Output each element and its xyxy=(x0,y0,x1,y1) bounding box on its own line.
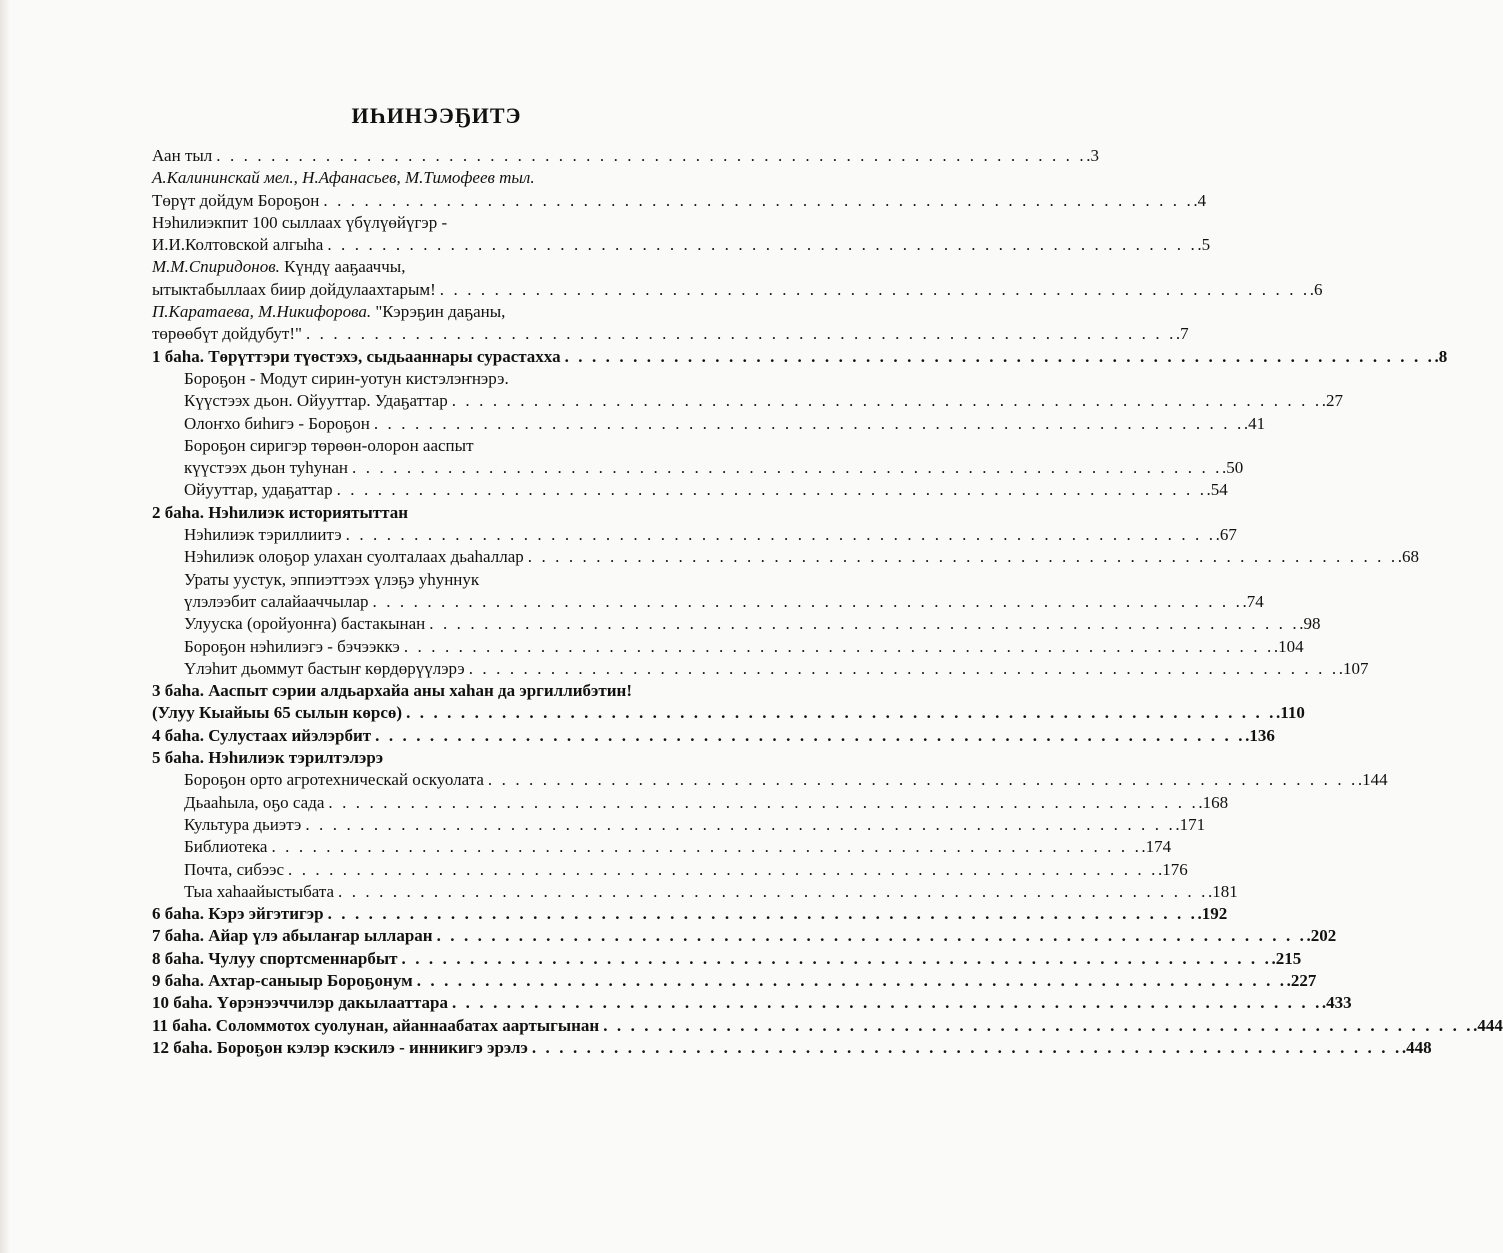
toc-entry-title: Бороҕон нэһилиэгэ - бэчээккэ xyxy=(184,636,400,656)
toc-entry-text xyxy=(184,859,284,881)
toc-entry xyxy=(152,925,1337,947)
toc-entry xyxy=(152,256,712,278)
toc-entry-text xyxy=(152,323,302,345)
toc-entry-text xyxy=(184,546,524,568)
toc-entry-text xyxy=(184,436,474,455)
toc-entry-title: 2 баһа. Нэһилиэк историятыттан xyxy=(152,502,408,522)
dot-leader: . . . . . . . . . . . . . . . . . . . . . . . . . . . . . . . . . . . . . . . . . . . . . . . . . . . . . . . . . . . . . . . . xyxy=(305,324,1176,344)
toc-entry-page-number: .136 xyxy=(1245,725,1275,745)
toc-entry xyxy=(152,413,1266,435)
toc-entry-text xyxy=(184,658,465,680)
toc-entry-title: Нэһилиэк олоҕор улахан суолталаах дьаһаллар xyxy=(184,547,524,567)
toc-entry-title: 11 баһа. Соломмотох суолунан, айаннаабатах аартыгынан xyxy=(152,1015,600,1035)
toc-entry xyxy=(152,346,1448,368)
toc-entry xyxy=(152,680,712,702)
toc-entry-title: 10 баһа. Үөрэнээччилэр дакылааттара xyxy=(152,993,448,1013)
toc-entry-text xyxy=(152,145,212,167)
dot-leader: . . . . . . . . . . . . . . . . . . . . . . . . . . . . . . . . . . . . . . . . . . . . . . . . . . . . . . . . . . . . . . . . xyxy=(468,658,1339,678)
dot-leader: . . . . . . . . . . . . . . . . . . . . . . . . . . . . . . . . . . . . . . . . . . . . . . . . . . . . . . . . . . . . . . . . xyxy=(345,525,1216,545)
toc-entry-text xyxy=(152,302,505,321)
toc-entry xyxy=(152,591,1264,613)
toc-entry xyxy=(152,725,1275,747)
toc-entry xyxy=(152,569,712,591)
toc-entry-title: Олоҥхо биһигэ - Бороҕон xyxy=(184,413,370,433)
dot-leader: . . . . . . . . . . . . . . . . . . . . . . . . . . . . . . . . . . . . . . . . . . . . . . . . . . . . . . . . . . . . . . . . xyxy=(401,948,1272,968)
toc-entry-page-number: .215 xyxy=(1271,948,1302,968)
toc-entry xyxy=(152,613,1321,635)
toc-entry-text xyxy=(152,992,448,1014)
toc-entry-title: үлэлээбит салайааччылар xyxy=(184,591,369,611)
dot-leader: . . . . . . . . . . . . . . . . . . . . . . . . . . . . . . . . . . . . . . . . . . . . . . . . . . . . . . . . . . . . . . . . xyxy=(451,391,1322,411)
toc-entry-text xyxy=(184,769,484,791)
toc-entry-text xyxy=(184,591,369,613)
toc-entry xyxy=(152,479,1228,501)
toc-entry xyxy=(152,390,1343,412)
toc-entry-author: П.Каратаева, М.Никифорова. xyxy=(152,302,372,322)
toc-entry-title: 4 баһа. Сулустаах ийэлэрбит xyxy=(152,725,372,745)
toc-entry xyxy=(152,457,1244,479)
dot-leader: . . . . . . . . . . . . . . . . . . . . . . . . . . . . . . . . . . . . . . . . . . . . . . . . . . . . . . . . . . . . . . . . xyxy=(328,792,1199,812)
toc-entry xyxy=(152,859,1188,881)
dot-leader: . . . . . . . . . . . . . . . . . . . . . . . . . . . . . . . . . . . . . . . . . . . . . . . . . . . . . . . . . . . . . . . . xyxy=(527,547,1398,567)
toc-entry xyxy=(152,747,712,769)
toc-entry-title: "Кэрэҕин даҕаны, xyxy=(371,302,506,322)
toc-entry-page-number: .144 xyxy=(1357,770,1388,790)
toc-entry xyxy=(152,636,1304,658)
toc-entry-page-number: .433 xyxy=(1321,993,1352,1013)
toc-entry xyxy=(152,836,1172,858)
toc-entry-title: Үлэһит дьоммут бастыҥ көрдөрүүлэрэ xyxy=(184,658,465,678)
dot-leader: . . . . . . . . . . . . . . . . . . . . . . . . . . . . . . . . . . . . . . . . . . . . . . . . . . . . . . . . . . . . . . . . xyxy=(403,636,1274,656)
toc-entry-text xyxy=(184,369,509,388)
dot-leader: . . . . . . . . . . . . . . . . . . . . . . . . . . . . . . . . . . . . . . . . . . . . . . . . . . . . . . . . . . . . . . . . xyxy=(531,1037,1402,1057)
toc-entry xyxy=(152,212,712,234)
toc-entry-title: Төрүт дойдум Бороҕон xyxy=(152,190,320,210)
toc-entry-text xyxy=(152,1037,528,1059)
toc-entry-text xyxy=(152,503,408,522)
table-of-contents xyxy=(152,145,1503,1059)
toc-entry xyxy=(152,948,1302,970)
toc-entry-title: Бороҕон орто агротехническай оскуолата xyxy=(184,770,484,790)
toc-entry-text xyxy=(152,257,405,276)
toc-entry-text xyxy=(152,948,398,970)
toc-entry-text xyxy=(152,1015,599,1037)
toc-entry xyxy=(152,435,712,457)
dot-leader: . . . . . . . . . . . . . . . . . . . . . . . . . . . . . . . . . . . . . . . . . . . . . . . . . . . . . . . . . . . . . . . . xyxy=(375,725,1246,745)
toc-entry-page-number: .104 xyxy=(1273,636,1304,656)
toc-entry-title: 1 баһа. Төрүттэри түөстэхэ, сыдьааннары сурастахха xyxy=(152,346,561,366)
toc-entry xyxy=(152,903,1228,925)
dot-leader: . . . . . . . . . . . . . . . . . . . . . . . . . . . . . . . . . . . . . . . . . . . . . . . . . . . . . . . . . . . . . . . . xyxy=(352,458,1222,478)
toc-entry-text xyxy=(152,190,319,212)
toc-entry-title: Аан тыл xyxy=(152,146,213,165)
toc-entry-text xyxy=(152,168,535,187)
toc-entry-text xyxy=(152,925,433,947)
dot-leader: . . . . . . . . . . . . . . . . . . . . . . . . . . . . . . . . . . . . . . . . . . . . . . . . . . . . . . . . . . . . . . . . xyxy=(338,881,1208,901)
dot-leader: . . . . . . . . . . . . . . . . . . . . . . . . . . . . . . . . . . . . . . . . . . . . . . . . . . . . . . . . . . . . . . . . xyxy=(373,413,1244,433)
toc-entry-page-number: .74 xyxy=(1242,591,1264,611)
toc-entry-title: 6 баһа. Кэрэ эйгэтигэр xyxy=(152,904,324,924)
toc-entry-title: (Улуу Кыайыы 65 сылын көрсө) xyxy=(152,703,403,723)
toc-entry xyxy=(152,234,1211,256)
toc-entry xyxy=(152,769,1388,791)
dot-leader: . . . . . . . . . . . . . . . . . . . . . . . . . . . . . . . . . . . . . . . . . . . . . . . . . . . . . . . . . . . . . . . . xyxy=(271,837,1142,857)
toc-entry xyxy=(152,524,1237,546)
toc-entry-text xyxy=(184,792,324,814)
toc-entry xyxy=(152,881,1238,903)
toc-entry-page-number: .7 xyxy=(1175,324,1189,344)
page-edge xyxy=(0,0,10,1253)
toc-entry-page-number: .181 xyxy=(1207,881,1238,901)
toc-entry-title: 9 баһа. Ахтар-саныыр Бороҕонум xyxy=(152,970,413,990)
toc-entry-title: Культура дьиэтэ xyxy=(184,814,302,834)
toc-entry-title: Нэһилиэк тэриллиитэ xyxy=(184,525,342,545)
toc-entry-text xyxy=(152,279,436,301)
dot-leader: . . . . . . . . . . . . . . . . . . . . . . . . . . . . . . . . . . . . . . . . . . . . . . . . . . . . . . . . . . . . . . . . xyxy=(406,703,1277,723)
toc-entry xyxy=(152,301,712,323)
dot-leader: . . . . . . . . . . . . . . . . . . . . . . . . . . . . . . . . . . . . . . . . . . . . . . . . . . . . . . . . . . . . . . . . xyxy=(288,859,1158,879)
toc-entry-text xyxy=(152,725,371,747)
toc-entry-author: А.Калининскай мел., Н.Афанасьев, М.Тимофеев тыл. xyxy=(152,168,535,188)
dot-leader: . . . . . . . . . . . . . . . . . . . . . . . . . . . . . . . . . . . . . . . . . . . . . . . . . . . . . . . . . . . . . . . . xyxy=(323,190,1194,210)
dot-leader: . . . . . . . . . . . . . . . . . . . . . . . . . . . . . . . . . . . . . . . . . . . . . . . . . . . . . . . . . . . . . . . . xyxy=(336,480,1207,500)
toc-entry xyxy=(152,145,1099,167)
toc-entry xyxy=(152,190,1207,212)
toc-entry xyxy=(152,167,712,189)
toc-entry-page-number: .171 xyxy=(1175,814,1206,834)
toc-entry-text xyxy=(184,636,400,658)
toc-entry-page-number: .68 xyxy=(1397,547,1419,567)
dot-leader: . . . . . . . . . . . . . . . . . . . . . . . . . . . . . . . . . . . . . . . . . . . . . . . . . . . . . . . . . . . . . . . . xyxy=(327,904,1198,924)
dot-leader: . . . . . . . . . . . . . . . . . . . . . . . . . . . . . . . . . . . . . . . . . . . . . . . . . . . . . . . . . . . . . . . . xyxy=(372,591,1243,611)
toc-entry-title: Ураты уустук, эппиэттээх үлэҕэ уһуннук xyxy=(184,569,480,589)
toc-entry xyxy=(152,279,1323,301)
toc-entry-text xyxy=(184,613,425,635)
dot-leader: . . . . . . . . . . . . . . . . . . . . . . . . . . . . . . . . . . . . . . . . . . . . . . . . . . . . . . . . . . . . . . . . xyxy=(603,1015,1474,1035)
toc-entry-text xyxy=(184,881,334,903)
toc-entry-title: Почта, сибээс xyxy=(184,859,284,879)
toc-entry-title: 8 баһа. Чулуу спортсменнарбыт xyxy=(152,948,398,968)
toc-entry-title: Күүстээх дьон. Ойууттар. Удаҕаттар xyxy=(184,391,448,411)
toc-entry-title: 3 баһа. Ааспыт сэрии алдьархайа аны хаһан да эргиллибэтин! xyxy=(152,681,632,701)
toc-entry-title: Бороҕон сиригэр төрөөн-олорон ааспыт xyxy=(184,435,474,455)
toc-entry-text xyxy=(152,903,324,925)
page-title: ИҺИНЭЭҔИТЭ xyxy=(351,103,522,128)
toc-entry xyxy=(152,546,1419,568)
toc-entry-page-number: .444 xyxy=(1473,1015,1503,1035)
toc-entry-author: М.М.Спиридонов. xyxy=(152,257,280,277)
toc-entry-page-number: .67 xyxy=(1215,525,1237,545)
toc-entry xyxy=(152,1037,1432,1059)
toc-entry-text xyxy=(152,681,632,700)
dot-leader: . . . . . . . . . . . . . . . . . . . . . . . . . . . . . . . . . . . . . . . . . . . . . . . . . . . . . . . . . . . . . . . . xyxy=(487,770,1358,790)
dot-leader: . . . . . . . . . . . . . . . . . . . . . . . . . . . . . . . . . . . . . . . . . . . . . . . . . . . . . . . . . . . . . . . . xyxy=(305,814,1176,834)
toc-entry xyxy=(152,970,1317,992)
toc-entry-text xyxy=(184,479,333,501)
toc-entry-text xyxy=(152,346,561,368)
dot-leader: . . . . . . . . . . . . . . . . . . . . . . . . . . . . . . . . . . . . . . . . . . . . . . . . . . . . . . . . . . . . . . . . xyxy=(429,614,1300,634)
toc-entry xyxy=(152,368,712,390)
dot-leader: . . . . . . . . . . . . . . . . . . . . . . . . . . . . . . . . . . . . . . . . . . . . . . . . . . . . . . . . . . . . . . . . xyxy=(327,235,1198,255)
dot-leader: . . . . . . . . . . . . . . . . . . . . . . . . . . . . . . . . . . . . . . . . . . . . . . . . . . . . . . . . . . . . . . . . xyxy=(436,926,1307,946)
toc-entry xyxy=(152,702,1305,724)
dot-leader: . . . . . . . . . . . . . . . . . . . . . . . . . . . . . . . . . . . . . . . . . . . . . . . . . . . . . . . . . . . . . . . . xyxy=(564,346,1435,366)
toc-entry-page-number: .41 xyxy=(1243,413,1266,433)
toc-entry-text xyxy=(184,413,370,435)
toc-entry-page-number: .174 xyxy=(1141,837,1172,857)
toc-entry xyxy=(152,658,1369,680)
toc-entry-text xyxy=(184,524,342,546)
toc-entry-title: Библиотека xyxy=(184,837,268,857)
toc-entry-text xyxy=(184,390,448,412)
toc-entry-title: Күндү ааҕааччы, xyxy=(279,257,406,277)
toc-entry-title: 7 баһа. Айар үлэ абылаҥар ылларан xyxy=(152,926,433,946)
toc-entry xyxy=(152,1015,1503,1037)
toc-entry xyxy=(152,323,1189,345)
toc-entry-page-number: .27 xyxy=(1321,391,1343,411)
toc-entry-page-number: .4 xyxy=(1193,190,1207,210)
toc-entry-text xyxy=(184,814,301,836)
toc-entry-text xyxy=(184,836,267,858)
toc-entry-title: Нэһилиэкпит 100 сыллаах үбүлүөйүгэр - xyxy=(152,212,448,232)
dot-leader: . . . . . . . . . . . . . . . . . . . . . . . . . . . . . . . . . . . . . . . . . . . . . . . . . . . . . . . . . . . . . . . . xyxy=(216,146,1087,165)
toc-entry-page-number: .448 xyxy=(1401,1037,1432,1057)
toc-entry-title: күүстээх дьон туһунан xyxy=(184,458,349,478)
toc-entry-title: Бороҕон - Модут сирин-уотун кистэлэҥнэрэ. xyxy=(184,368,509,388)
toc-entry-page-number: .227 xyxy=(1286,970,1317,990)
toc-entry-page-number: .107 xyxy=(1338,658,1369,678)
toc-entry-text xyxy=(184,570,479,589)
toc-entry-page-number: .110 xyxy=(1276,703,1305,723)
toc-entry-page-number: .50 xyxy=(1222,458,1244,478)
toc-entry-title: төрөөбүт дойдубут!" xyxy=(152,324,302,344)
toc-entry-text xyxy=(152,234,323,256)
toc-entry-title: Дьааһыла, оҕо сада xyxy=(184,792,325,812)
toc-entry-page-number: .5 xyxy=(1197,235,1211,255)
toc-entry-title: И.И.Колтовской алгыһа xyxy=(152,235,324,255)
toc-entry-page-number: .3 xyxy=(1086,146,1099,165)
toc-entry-page-number: .6 xyxy=(1309,279,1323,299)
toc-entry xyxy=(152,814,1206,836)
toc-entry-title: 5 баһа. Нэһилиэк тэрилтэлэрэ xyxy=(152,748,384,768)
toc-entry-text xyxy=(152,702,402,724)
toc-entry-page-number: .54 xyxy=(1206,480,1228,500)
toc-entry-title: 12 баһа. Бороҕон кэлэр кэскилэ - инникигэ эрэлэ xyxy=(152,1037,528,1057)
toc-entry-page-number: .176 xyxy=(1157,859,1188,879)
dot-leader: . . . . . . . . . . . . . . . . . . . . . . . . . . . . . . . . . . . . . . . . . . . . . . . . . . . . . . . . . . . . . . . . xyxy=(416,970,1287,990)
toc-entry xyxy=(152,992,1352,1014)
dot-leader: . . . . . . . . . . . . . . . . . . . . . . . . . . . . . . . . . . . . . . . . . . . . . . . . . . . . . . . . . . . . . . . . xyxy=(451,993,1322,1013)
toc-entry-text xyxy=(152,748,383,767)
toc-entry-page-number: .168 xyxy=(1198,792,1229,812)
toc-entry-page-number: .98 xyxy=(1299,614,1321,634)
toc-entry xyxy=(152,502,712,524)
dot-leader: . . . . . . . . . . . . . . . . . . . . . . . . . . . . . . . . . . . . . . . . . . . . . . . . . . . . . . . . . . . . . . . . xyxy=(439,279,1310,299)
toc-entry-text xyxy=(152,213,447,232)
toc-entry-text xyxy=(152,970,413,992)
toc-entry-title: Ойууттар, удаҕаттар xyxy=(184,480,333,500)
toc-entry-title: ытыктабыллаах биир дойдулаахтарым! xyxy=(152,279,436,299)
toc-entry-page-number: .202 xyxy=(1306,926,1337,946)
toc-entry-page-number: .8 xyxy=(1434,346,1448,366)
toc-entry-text xyxy=(184,457,348,479)
toc-entry-page-number: .192 xyxy=(1197,904,1228,924)
toc-entry-title: Улууска (оройуонҥа) бастакынан xyxy=(184,614,426,634)
toc-entry xyxy=(152,792,1229,814)
toc-entry-title: Тыа хаһаайыстыбата xyxy=(184,881,335,901)
